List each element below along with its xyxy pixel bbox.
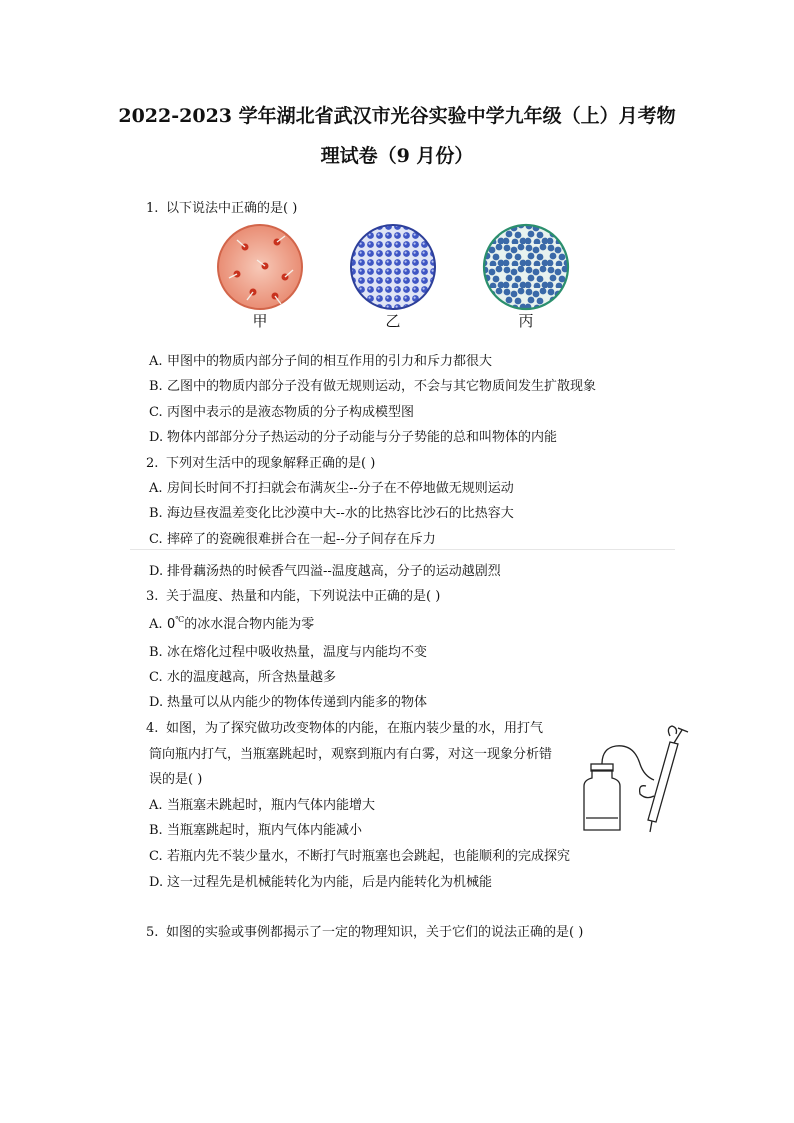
option-text: 物体内部部分分子热运动的分子动能与分子势能的总和叫物体的内能 (167, 430, 558, 445)
option-letter: C. (149, 532, 163, 547)
solid-molecule-diagram (348, 222, 438, 312)
question-number: 3. (146, 589, 159, 604)
pump-bottle-figure (574, 724, 694, 834)
option-2c[interactable] (149, 532, 436, 548)
liquid-molecule-diagram (481, 222, 571, 312)
option-letter: A. (149, 617, 163, 632)
option-1b[interactable] (149, 379, 596, 395)
question-2 (146, 456, 375, 472)
question-4-line2: 筒向瓶内打气，当瓶塞跳起时，观察到瓶内有白雾，对这一现象分析错 (149, 747, 553, 762)
question-text: 下列对生活中的现象解释正确的是( ) (166, 456, 376, 471)
question-number: 5. (146, 925, 159, 940)
option-text: 房间长时间不打扫就会布满灰尘--分子在不停地做无规则运动 (167, 481, 514, 496)
option-4d[interactable] (149, 875, 492, 891)
option-letter: B. (149, 506, 163, 521)
pump-bottle-drawing (574, 724, 694, 834)
option-letter: A. (149, 798, 163, 813)
option-3d[interactable] (149, 695, 427, 711)
option-letter: A. (149, 481, 163, 496)
question-text: 以下说法中正确的是( ) (166, 201, 298, 216)
option-text: 排骨藕汤热的时候香气四溢--温度越高，分子的运动越剧烈 (167, 564, 501, 579)
option-letter: B. (149, 823, 163, 838)
option-text: 这一过程先是机械能转化为内能，后是内能转化为机械能 (167, 875, 493, 890)
option-text: 当瓶塞跳起时，瓶内气体内能减小 (167, 823, 363, 838)
question-4-line3: 误的是( ) (149, 772, 203, 787)
option-letter: C. (149, 849, 163, 864)
option-text: 摔碎了的瓷碗很难拼合在一起--分子间存在斥力 (167, 532, 436, 547)
figure-label: 丙 (518, 312, 534, 330)
molecule-figures (215, 222, 585, 334)
option-letter: D. (149, 875, 164, 890)
figure-jia (215, 222, 305, 330)
zero-value: 0 (167, 617, 176, 632)
figure-bing (481, 222, 571, 330)
option-letter: B. (149, 645, 163, 660)
figure-label: 乙 (385, 312, 401, 330)
question-number: 4. (146, 721, 159, 736)
option-letter: D. (149, 695, 164, 710)
doc-title-line2: 理试卷（9 月份） (320, 145, 474, 167)
option-text: 热量可以从内能少的物体传递到内能多的物体 (167, 695, 428, 710)
option-4a[interactable] (149, 798, 375, 814)
option-text: 若瓶内先不装少量水，不断打气时瓶塞也会跳起，也能顺利的完成探究 (167, 849, 571, 864)
option-1d[interactable] (149, 430, 557, 446)
celsius-unit: ℃ (175, 615, 185, 624)
question-number: 1. (146, 201, 159, 216)
doc-title-line1: 2022-2023 学年湖北省武汉市光谷实验中学九年级（上）月考物 (118, 105, 676, 127)
question-text: 关于温度、热量和内能，下列说法中正确的是( ) (166, 589, 441, 604)
question-text: 如图的实验或事例都揭示了一定的物理知识，关于它们的说法正确的是( ) (166, 925, 584, 940)
page-divider (130, 549, 675, 550)
option-text: 乙图中的物质内部分子没有做无规则运动，不会与其它物质间发生扩散现象 (167, 379, 597, 394)
option-text: 甲图中的物质内部分子间的相互作用的引力和斥力都很大 (167, 354, 493, 369)
option-text: 水的温度越高，所含热量越多 (167, 670, 337, 685)
question-4 (146, 721, 543, 737)
option-letter: C. (149, 670, 163, 685)
option-4c[interactable] (149, 849, 570, 865)
option-text: 丙图中表示的是液态物质的分子构成模型图 (167, 405, 415, 420)
option-letter: C. (149, 405, 163, 420)
option-letter: B. (149, 379, 163, 394)
option-letter: D. (149, 430, 164, 445)
option-text: 的冰水混合物内能为零 (184, 617, 315, 632)
option-1c[interactable] (149, 405, 414, 421)
question-number: 2. (146, 456, 159, 471)
option-4b[interactable] (149, 823, 362, 839)
question-text-line1: 如图，为了探究做功改变物体的内能，在瓶内装少量的水，用打气 (166, 721, 544, 736)
gas-molecule-diagram (215, 222, 305, 312)
option-3c[interactable] (149, 670, 336, 686)
option-2a[interactable] (149, 481, 514, 497)
option-text: 冰在熔化过程中吸收热量，温度与内能均不变 (167, 645, 428, 660)
question-3 (146, 589, 440, 605)
option-text: 当瓶塞未跳起时，瓶内气体内能增大 (167, 798, 376, 813)
question-1 (146, 201, 297, 217)
option-letter: D. (149, 564, 164, 579)
option-letter: A. (149, 354, 163, 369)
option-3a[interactable] (149, 617, 314, 633)
figure-label: 甲 (252, 312, 268, 330)
option-3b[interactable] (149, 645, 427, 661)
option-1a[interactable] (149, 354, 492, 370)
question-5 (146, 925, 583, 941)
option-2b[interactable] (149, 506, 514, 522)
option-2d[interactable] (149, 564, 501, 580)
option-text: 海边昼夜温差变化比沙漠中大--水的比热容比沙石的比热容大 (167, 506, 514, 521)
figure-yi (348, 222, 438, 330)
